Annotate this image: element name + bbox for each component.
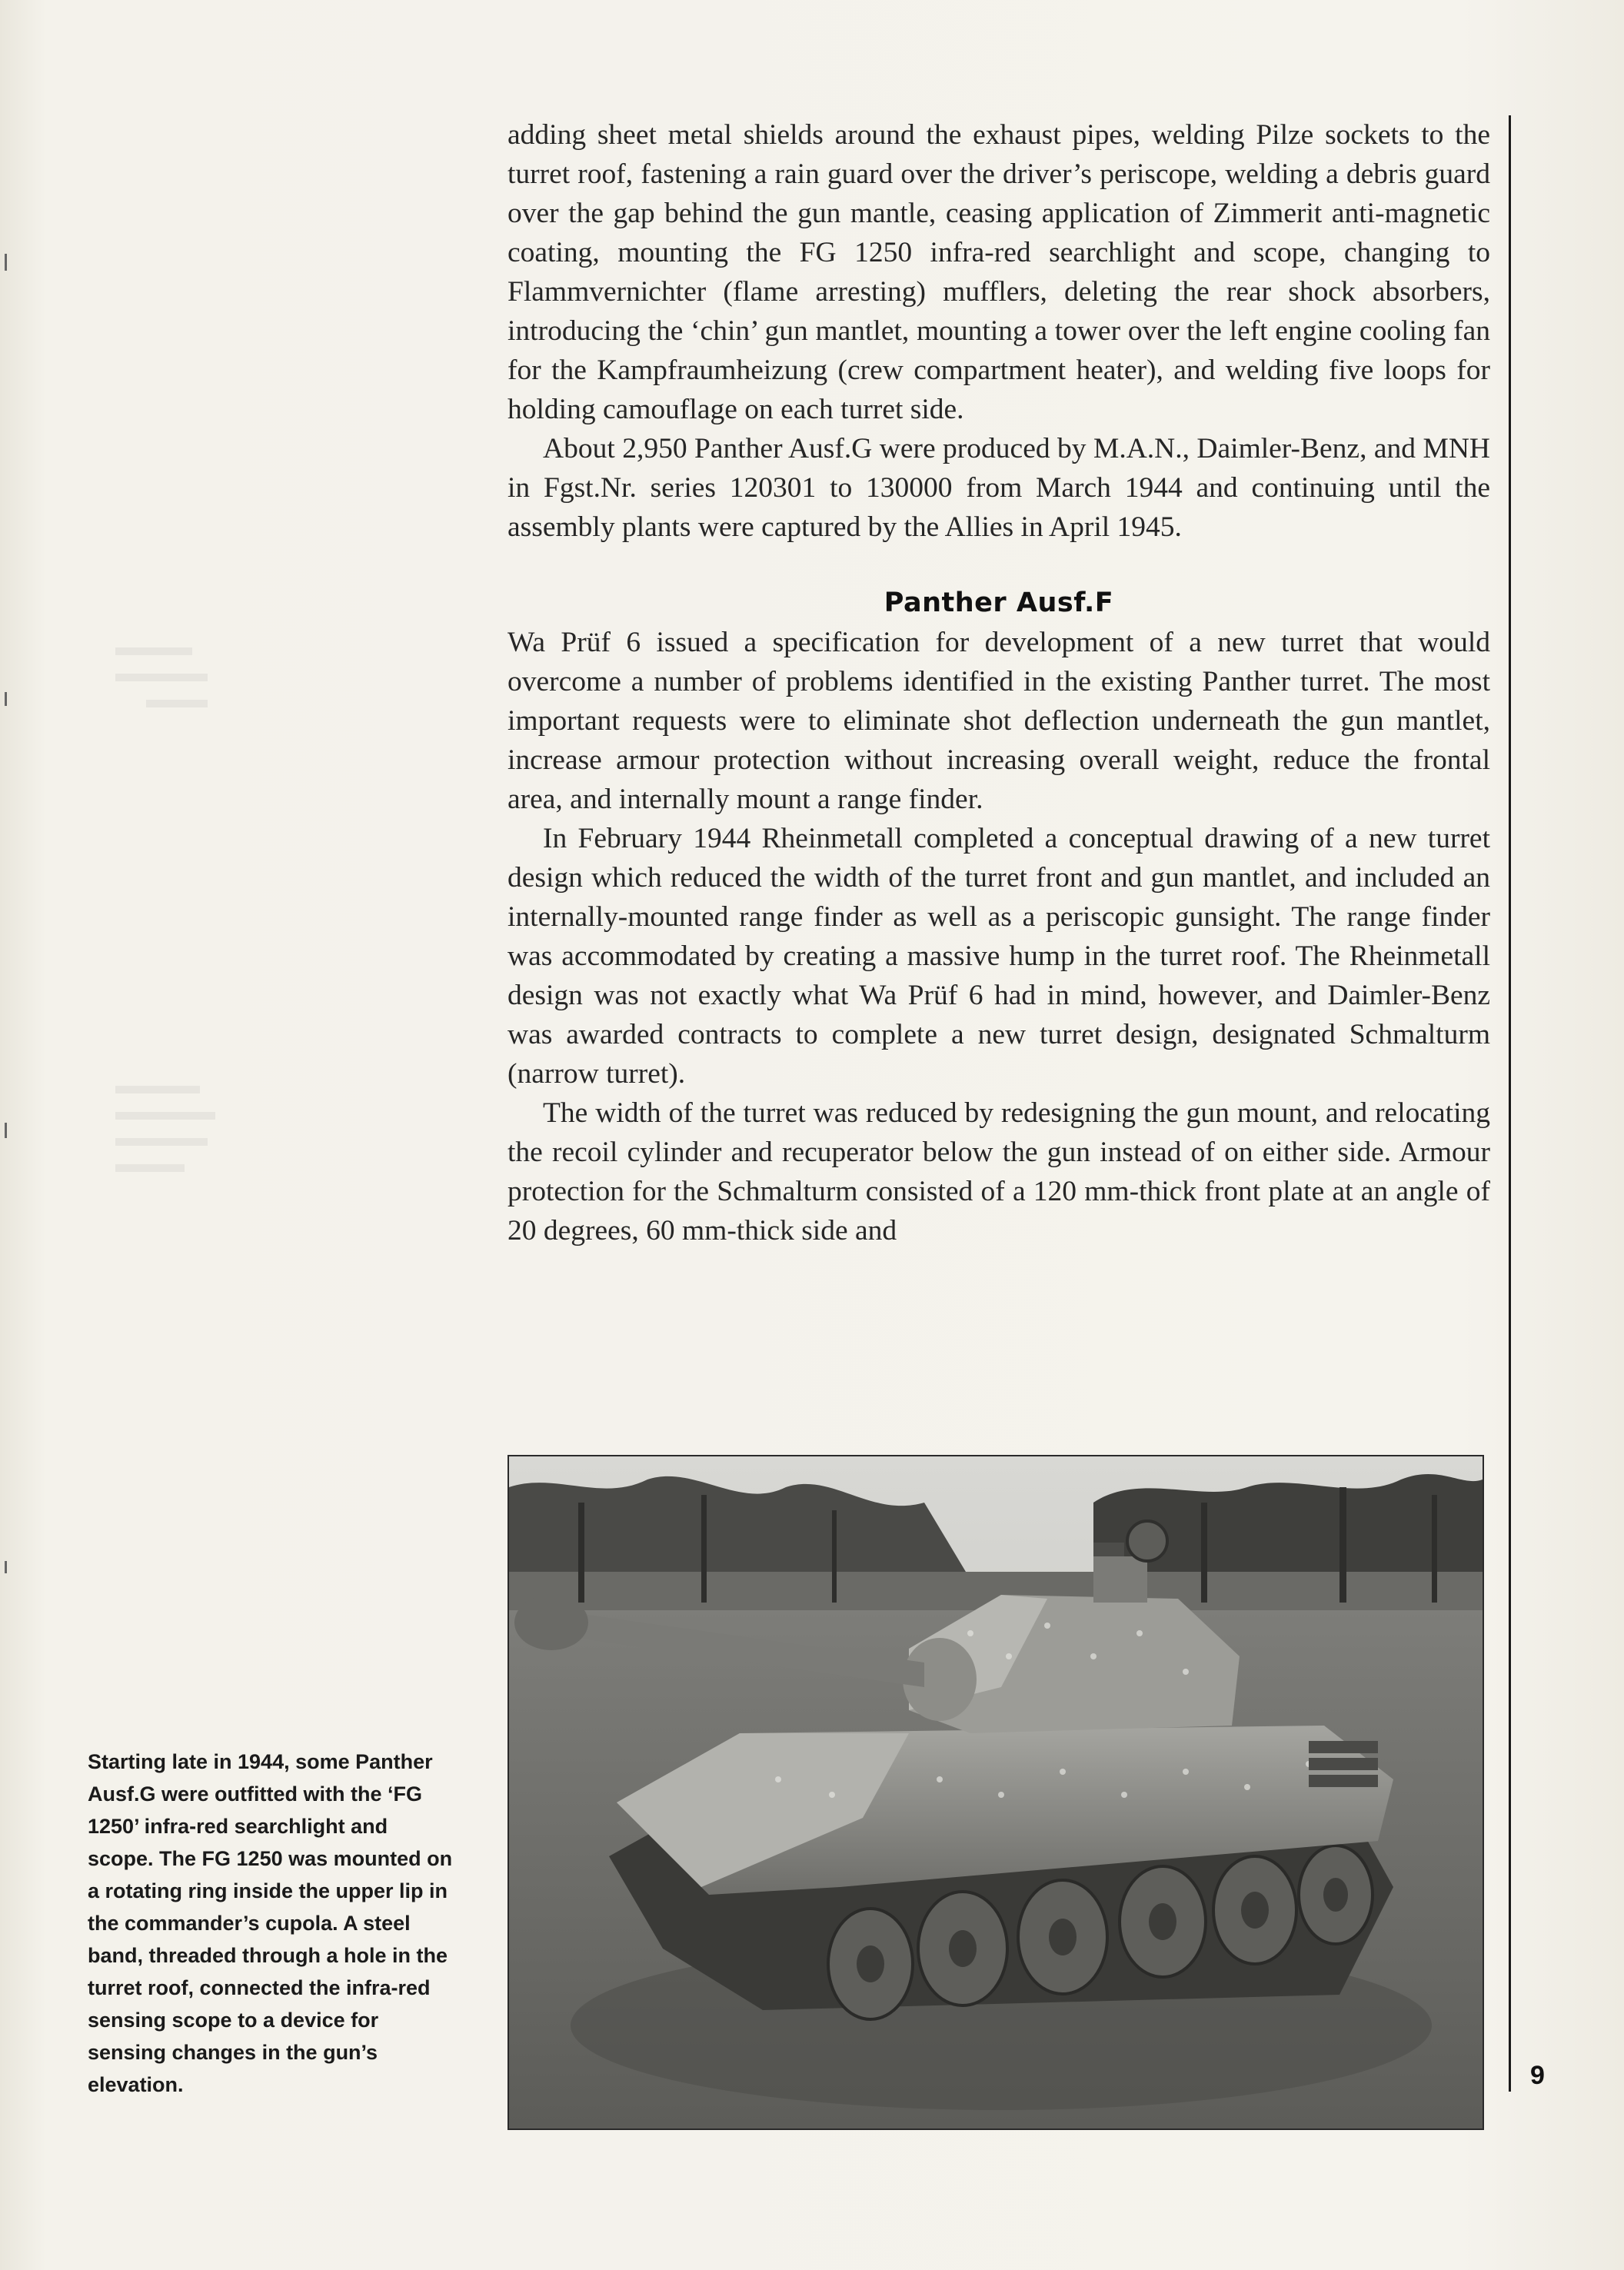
paragraph: In February 1944 Rheinmetall completed a conceptual drawing of a new turret design which reduced the width of the turret front and gun mantlet, and included an internally-mounted range finder as well as a periscopic gunsight. The range finder was accommodated by creating a massive hump in the turret roof. The Rheinmetall design was not exactly what Wa Prüf 6 had in mind, however, and Daimler-Benz was awarded contracts to complete a new turret design, designated Schmalturm (narrow turret). bbox=[508, 823, 1490, 1090]
margin-mark bbox=[5, 1561, 7, 1573]
photo-caption: Starting late in 1944, some Panther Ausf.G were outfitted with the ‘FG 1250’ infra-red searchlight and scope. The FG 1250 was mounted on a rotating ring inside the upper lip in the commander’s cupola. A steel band, threaded through a hole in the turret roof, connected the infra-red sensing scope to a device for sensing changes in the gun’s elevation. bbox=[88, 1750, 453, 2096]
page-number: 9 bbox=[1530, 2061, 1545, 2090]
section-heading: Panther Ausf.F bbox=[884, 587, 1114, 618]
show-through-text bbox=[115, 638, 231, 792]
margin-mark bbox=[5, 254, 7, 271]
paragraph: adding sheet metal shields around the exhaust pipes, welding Pilze sockets to the turret roof, fastening a rain guard over the driver’s periscope, welding a debris guard over the gap behind the gun mantle, ceasing application of Zimmerit anti-magnetic coating, mounting the FG 1250 infra-red searchlight and scope, changing to Flammvernichter (flame arresting) mufflers, deleting the rear shock absorbers, introducing the ‘chin’ gun mantlet, mounting a tower over the left engine cooling fan for the Kampfraumheizung (crew compartment heater), and welding five loops for holding camouflage on each turret side. bbox=[508, 119, 1490, 425]
tank-photo bbox=[508, 1455, 1484, 2130]
margin-mark bbox=[5, 692, 7, 706]
paragraph: Wa Prüf 6 issued a specification for development of a new turret that would overcome a number of problems identified in the existing Panther turret. The most important requests were to eliminate shot deflection underneath the gun mantlet, increase armour protection without increasing overall weight, reduce the frontal area, and internally mount a range finder. bbox=[508, 627, 1490, 815]
column-rule bbox=[1509, 115, 1511, 2092]
article-body bbox=[508, 115, 1490, 1250]
margin-mark bbox=[5, 1123, 7, 1138]
show-through-text bbox=[115, 1077, 231, 1307]
paragraph: The width of the turret was reduced by redesigning the gun mount, and relocating the recoil cylinder and recuperator below the gun instead of on either side. Armour protection for the Schmalturm consisted of a 120 mm-thick front plate at an angle of 20 degrees, 60 mm-thick side and bbox=[508, 1097, 1490, 1247]
panther-tank-illustration bbox=[509, 1456, 1483, 2129]
paragraph: About 2,950 Panther Ausf.G were produced by M.A.N., Daimler-Benz, and MNH in Fgst.Nr. series 120301 to 130000 from March 1944 and continuing until the assembly plants were captured by the Allies in April 1945. bbox=[508, 433, 1490, 543]
